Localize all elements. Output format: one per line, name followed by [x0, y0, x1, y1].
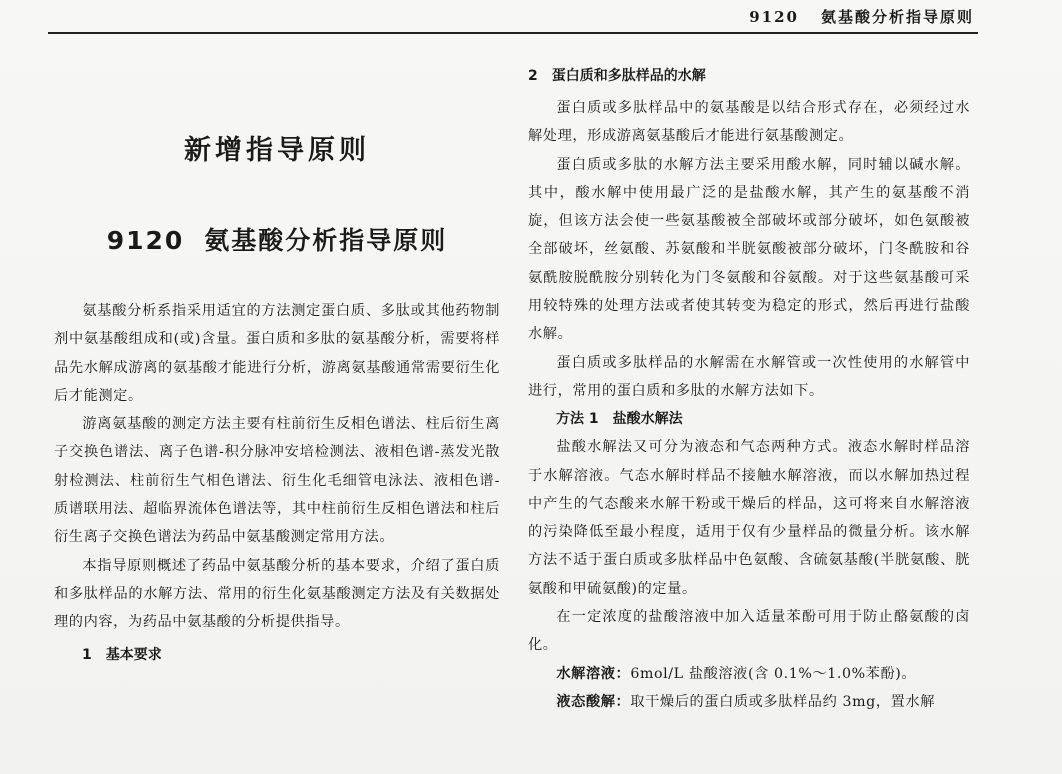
paragraph: 在一定浓度的盐酸溶液中加入适量苯酚可用于防止酪氨酸的卤化。	[528, 609, 970, 654]
subsection-number: 1	[82, 646, 92, 663]
paragraph: 蛋白质或多肽样品的水解需在水解管或一次性使用的水解管中进行，常用的蛋白质和多肽的水解方法如下。	[528, 354, 970, 399]
left-column	[54, 48, 500, 669]
solution-label: 水解溶液：	[556, 665, 631, 682]
solution-paragraph	[528, 660, 970, 688]
section-number: 9120	[106, 226, 185, 255]
subsection-heading	[54, 641, 500, 669]
paragraph: 蛋白质或多肽样品中的氨基酸是以结合形式存在，必须经过水解处理，形成游离氨基酸后才能进行氨基酸测定。	[528, 100, 970, 145]
subsection-number: 2	[528, 68, 538, 84]
section-title	[54, 221, 500, 257]
main-title: 新增指导原则	[184, 135, 370, 166]
procedure-text: 取干燥后的蛋白质或多肽样品约 3mg，置水解	[630, 693, 935, 710]
right-column	[528, 48, 970, 716]
paragraph: 本指导原则概述了药品中氨基酸分析的基本要求，介绍了蛋白质和多肽样品的水解方法、常用的衍生化氨基酸测定方法及有关数据处理的内容，为药品中氨基酸的分析提供指导。	[54, 557, 500, 631]
running-head	[749, 6, 974, 27]
method-heading	[528, 405, 970, 433]
subsection-title: 基本要求	[105, 646, 162, 663]
method-title: 盐酸水解法	[612, 411, 683, 428]
section-title-text: 氨基酸分析指导原则	[204, 226, 448, 255]
solution-text: 6mol/L 盐酸溶液(含 0.1%～1.0%苯酚)。	[630, 665, 917, 682]
running-head-page-number: 9120	[749, 8, 799, 26]
procedure-label: 液态酸解：	[556, 693, 631, 710]
subsection-heading	[528, 62, 970, 90]
paragraph: 蛋白质或多肽的水解方法主要采用酸水解，同时辅以碱水解。其中，酸水解中使用最广泛的是盐酸水解，其产生的氨基酸不消旋，但该方法会使一些氨基酸被全部破坏或部分破坏，如色氨酸被全部破坏，丝氨酸、苏氨酸和半胱氨酸被部分破坏，门冬酰胺和谷氨酰胺脱酰胺分别转化为门冬氨酸和谷氨酸。对于这些氨基酸可采用较特殊的处理方法或者使其转变为稳定的形式，然后再进行盐酸水解。	[528, 156, 970, 343]
header-rule	[48, 32, 978, 34]
procedure-paragraph	[528, 688, 970, 716]
subsection-title: 蛋白质和多肽样品的水解	[551, 68, 706, 84]
paragraph: 盐酸水解法又可分为液态和气态两种方式。液态水解时样品溶于水解溶液。气态水解时样品不接触水解溶液，而以水解加热过程中产生的气态酸来水解干粉或干燥后的样品，这可将来自水解溶液的污染降低至最小程度，适用于仅有少量样品的微量分析。该水解方法不适于蛋白质或多肽样品中色氨酸、含硫氨基酸(半胱氨酸、胱氨酸和甲硫氨酸)的定量。	[528, 439, 970, 597]
paragraph: 氨基酸分析系指采用适宜的方法测定蛋白质、多肽或其他药物制剂中氨基酸组成和(或)含量。蛋白质和多肽的氨基酸分析，需要将样品先水解成游离的氨基酸才能进行分析，游离氨基酸通常需要衍生化后才能测定。	[54, 303, 500, 404]
method-number: 方法 1	[556, 411, 599, 428]
running-head-title: 氨基酸分析指导原则	[820, 8, 974, 26]
paragraph: 游离氨基酸的测定方法主要有柱前衍生反相色谱法、柱后衍生离子交换色谱法、离子色谱-积分脉冲安培检测法、液相色谱-蒸发光散射检测法、柱前衍生气相色谱法、衍生化毛细管电泳法、液相色谱-质谱联用法、超临界流体色谱法等，其中柱前衍生反相色谱法和柱后衍生离子交换色谱法为药品中氨基酸测定常用方法。	[54, 416, 500, 546]
